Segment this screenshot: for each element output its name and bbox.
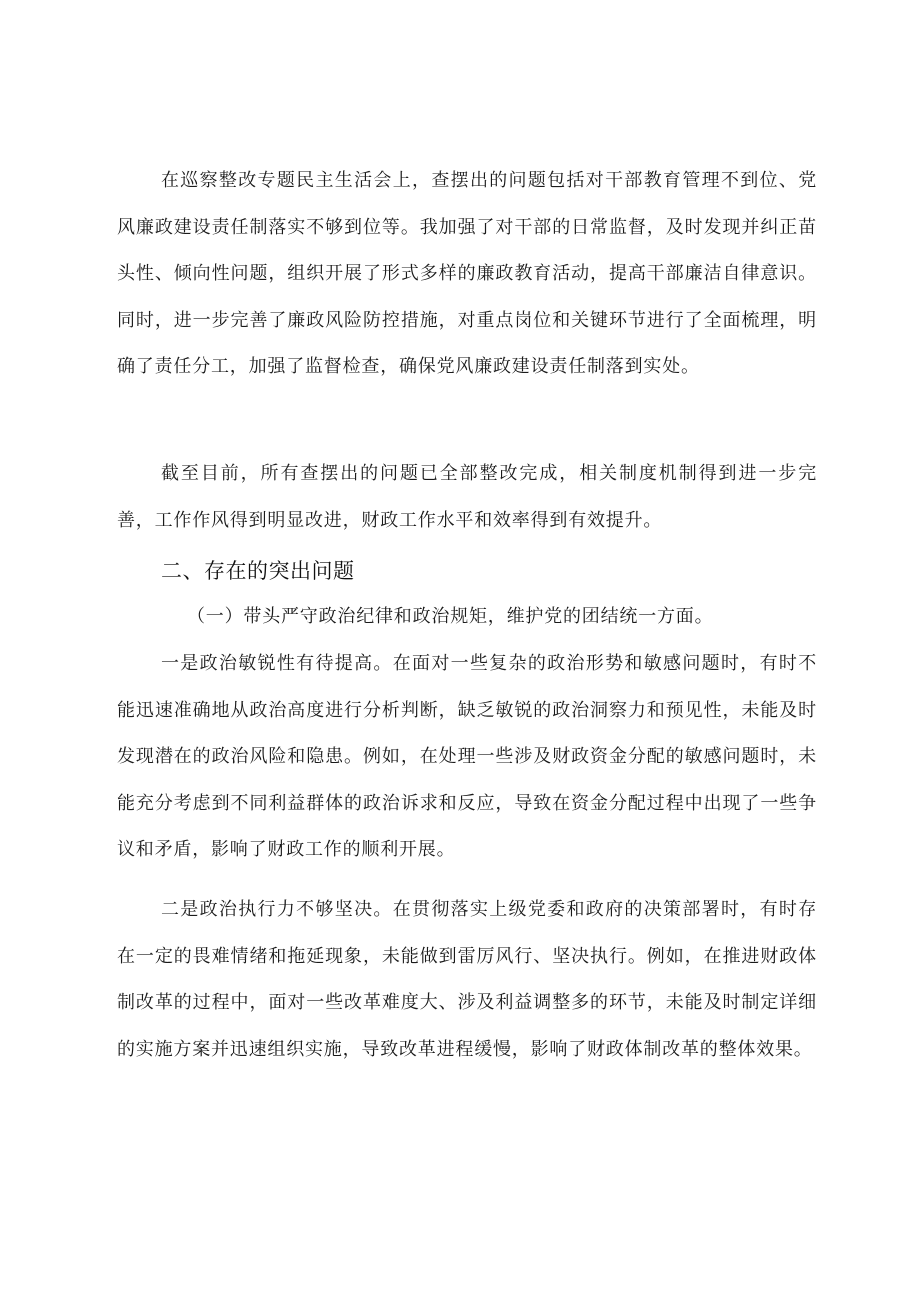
section-heading: 二、存在的突出问题	[161, 559, 355, 583]
subsection-heading: （一）带头严守政治纪律和政治规矩，维护党的团结统一方面。	[187, 606, 714, 627]
paragraph-political-execution: 二是政治执行力不够坚决。在贯彻落实上级党委和政府的决策部署时，有时存在一定的畏难情绪和拖延现象，未能做到雷厉风行、坚决执行。例如，在推进财政体制改革的过程中，面对一些改革难度大、涉及利益调整多的环节，未能及时制定详细的实施方案并迅速组织实施，导致改革进程缓慢，影响了财政体制改革的整体效果。	[117, 899, 817, 1060]
paragraph-political-sensitivity: 一是政治敏锐性有待提高。在面对一些复杂的政治形势和敏感问题时，有时不能迅速准确地从政治高度进行分析判断，缺乏敏锐的政治洞察力和预见性，未能及时发现潜在的政治风险和隐患。例如，在处理一些涉及财政资金分配的敏感问题时，未能充分考虑到不同利益群体的政治诉求和反应，导致在资金分配过程中出现了一些争议和矛盾，影响了财政工作的顺利开展。	[117, 653, 817, 861]
paragraph-rectification-result: 截至目前，所有查摆出的问题已全部整改完成，相关制度机制得到进一步完善，工作作风得到明显改进，财政工作水平和效率得到有效提升。	[117, 463, 817, 531]
paragraph-rectification-summary: 在巡察整改专题民主生活会上，查摆出的问题包括对干部教育管理不到位、党风廉政建设责任制落实不够到位等。我加强了对干部的日常监督，及时发现并纠正苗头性、倾向性问题，组织开展了形式多样的廉政教育活动，提高干部廉洁自律意识。同时，进一步完善了廉政风险防控措施，对重点岗位和关键环节进行了全面梳理，明确了责任分工，加强了监督检查，确保党风廉政建设责任制落到实处。	[117, 170, 817, 378]
